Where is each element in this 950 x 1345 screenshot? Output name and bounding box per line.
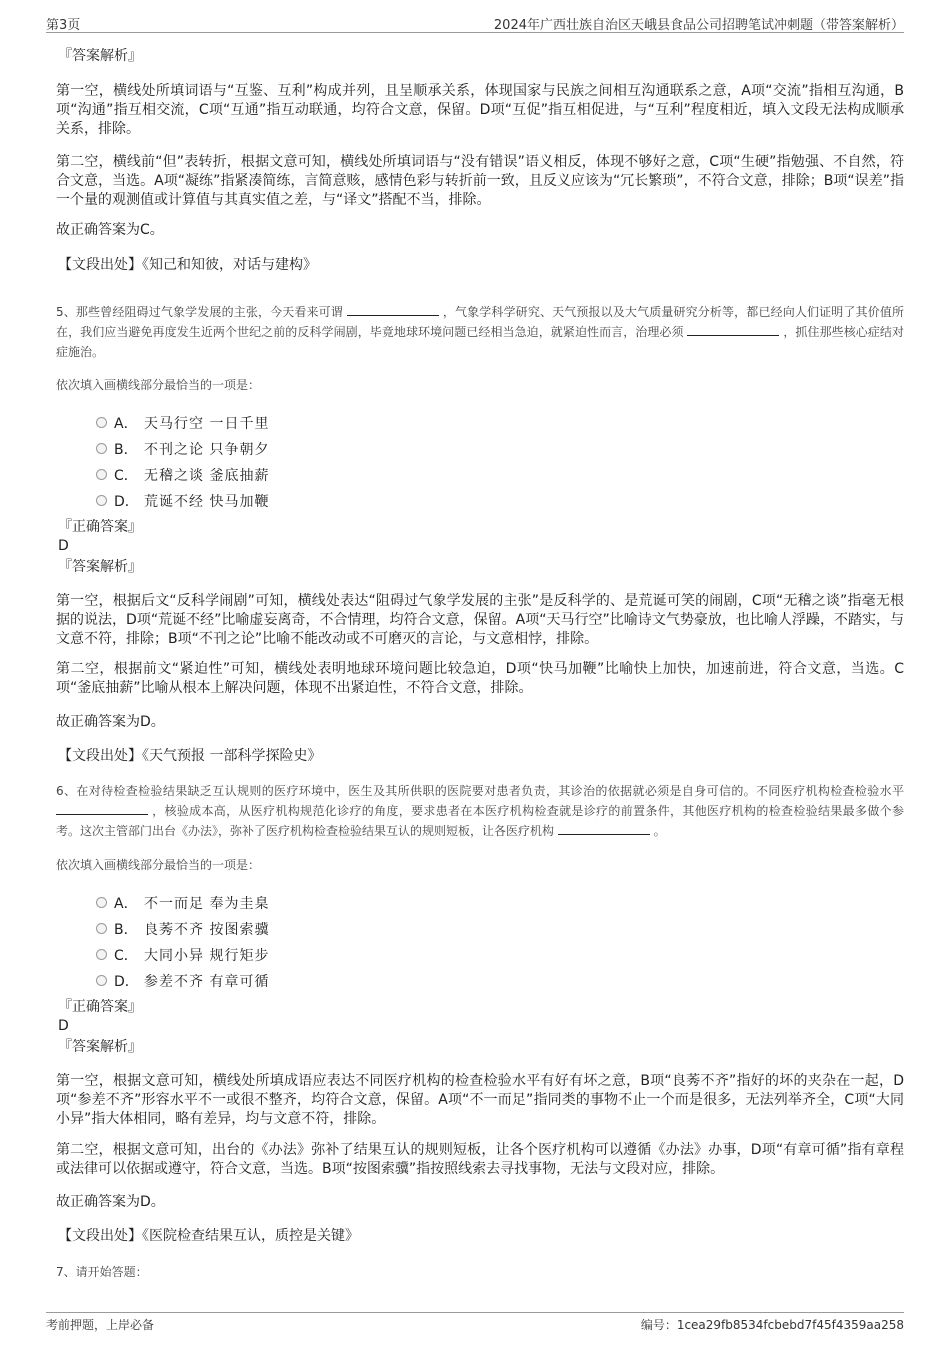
q6-stem: 6、在对待检查检验结果缺乏互认规则的医疗环境中，医生及其所供职的医院要对患者负责，其诊治的依据就必须是自身可信的。不同医疗机构检查检验水平 ，核验成本高，从医疗机构规范化诊疗的角度，要求患者在本医疗机构检查就是诊疗的前置条件，其他医疗机构的检查检验结果最多做个参考。这次主管部门出台《办法》，弥补了医疗机构检查检验结果互认的规则短板，让各医疗机构 。 [56, 784, 904, 838]
q6-option-d[interactable]: D． 参差不齐 有章可循 [56, 968, 904, 994]
q6-answer: D [58, 1018, 69, 1034]
radio-button[interactable] [96, 443, 107, 454]
q5-analysis-p1: 第一空，根据后文“反科学闹剧”可知，横线处表达“阻碍过气象学发展的主张”是反科学的、是荒诞可笑的闹剧，C项“无稽之谈”指毫无根据的说法，D项“荒诞不经”比喻虚妄离奇，不合情理，均符合文意，保留。A项“天马行空”比喻诗文气势豪放，也比喻人浮躁，不踏实，与文意不符，排除；B项“不刊之论”比喻不能改动或不可磨灭的言论，与文意相悖，排除。 [56, 593, 904, 647]
q5-prompt: 依次填入画横线部分最恰当的一项是： [56, 378, 261, 392]
q5-blank-1 [347, 303, 439, 316]
q6-answer-label: 『正确答案』 [58, 999, 142, 1015]
q6-option-b[interactable]: B． 良莠不齐 按图索骥 [56, 916, 904, 942]
q4-conclusion: 故正确答案为C。 [56, 222, 164, 238]
q5-conclusion: 故正确答案为D。 [56, 714, 165, 730]
radio-button[interactable] [96, 975, 107, 986]
page-number: 第3页 [46, 18, 81, 33]
radio-button[interactable] [96, 923, 107, 934]
q6-conclusion: 故正确答案为D。 [56, 1194, 165, 1210]
document-id: 编号：1cea29fb8534fcbebd7f45f4359aa258 [640, 1318, 904, 1332]
q4-analysis-label: 『答案解析』 [58, 48, 142, 64]
radio-button[interactable] [96, 469, 107, 480]
q5-answer-label: 『正确答案』 [58, 519, 142, 535]
q5-option-c[interactable]: C． 无稽之谈 釜底抽薪 [56, 462, 904, 488]
document-title: 2024年广西壮族自治区天峨县食品公司招聘笔试冲刺题（带答案解析） [493, 18, 904, 33]
q4-source: 【文段出处】《知己和知彼，对话与建构》 [58, 257, 317, 273]
q4-analysis-p1: 第一空，横线处所填词语与“互鉴、互利”构成并列，且呈顺承关系，体现国家与民族之间相互沟通联系之意，A项“交流”指相互沟通，B项“沟通”指互相交流，C项“互通”指互动联通，均符合文意，保留。D项“互促”指互相促进，与“互利”程度相近，填入文段无法构成顺承关系，排除。 [56, 83, 904, 137]
q4-analysis-p2: 第二空，横线前“但”表转折，根据文意可知，横线处所填词语与“没有错误”语义相反，体现不够好之意，C项“生硬”指勉强、不自然，符合文意，当选。A项“凝练”指紧凑简练，言简意赅，感情色彩与转折前一致，且反义应该为“冗长繁琐”，不符合文意，排除；B项“误差”指一个量的观测值或计算值与其真实值之差，与“译文”搭配不当，排除。 [56, 154, 904, 208]
q6-prompt: 依次填入画横线部分最恰当的一项是： [56, 858, 261, 872]
q5-option-d[interactable]: D． 荒诞不经 快马加鞭 [56, 488, 904, 514]
q6-option-c[interactable]: C． 大同小异 规行矩步 [56, 942, 904, 968]
q6-blank-2 [558, 822, 650, 835]
q5-option-b[interactable]: B． 不刊之论 只争朝夕 [56, 436, 904, 462]
q6-source: 【文段出处】《医院检查结果互认，质控是关键》 [58, 1228, 359, 1244]
q6-analysis-p2: 第二空，根据文意可知，出台的《办法》弥补了结果互认的规则短板，让各个医疗机构可以遵循《办法》办事，D项“有章可循”指有章程或法律可以依据或遵守，符合文意，当选。B项“按图索骥”指按照线索去寻找事物，无法与文段对应，排除。 [56, 1142, 904, 1177]
q5-blank-2 [687, 323, 779, 336]
page-header [46, 10, 904, 33]
footer-slogan: 考前押题，上岸必备 [46, 1318, 155, 1332]
page-footer [46, 1312, 904, 1335]
q5-option-a[interactable]: A． 天马行空 一日千里 [56, 410, 904, 436]
q5-analysis-p2: 第二空，根据前文“紧迫性”可知，横线处表明地球环境问题比较急迫，D项“快马加鞭”比喻快上加快，加速前进，符合文意，当选。C项“釜底抽薪”比喻从根本上解决问题，体现不出紧迫性，不符合文意，排除。 [56, 661, 904, 696]
q5-stem: 5、那些曾经阻碍过气象学发展的主张，今天看来可谓 ，气象学科学研究、天气预报以及大气质量研究分析等，都已经向人们证明了其价值所在，我们应当避免再度发生近两个世纪之前的反科学闹剧，毕竟地球环境问题已经相当急迫，就紧迫性而言，治理必须 ，抓住那些核心症结对症施治。 [56, 305, 904, 359]
q6-analysis-p1: 第一空，根据文意可知，横线处所填成语应表达不同医疗机构的检查检验水平有好有坏之意，B项“良莠不齐”指好的坏的夹杂在一起，D项“参差不齐”形容水平不一或很不整齐，均符合文意，保留。A项“不一而足”指同类的事物不止一个而是很多，无法列举齐全，C项“大同小异”指大体相同，略有差异，均与文意不符，排除。 [56, 1073, 904, 1127]
q6-analysis-label: 『答案解析』 [58, 1039, 142, 1055]
q6-option-a[interactable]: A． 不一而足 奉为圭臬 [56, 890, 904, 916]
q6-options [56, 890, 904, 994]
radio-button[interactable] [96, 417, 107, 428]
radio-button[interactable] [96, 949, 107, 960]
q5-source: 【文段出处】《天气预报 一部科学探险史》 [58, 748, 322, 764]
q5-options [56, 410, 904, 514]
q5-analysis-label: 『答案解析』 [58, 559, 142, 575]
q7-stem: 7、请开始答题： [56, 1265, 148, 1279]
q6-blank-1 [56, 802, 148, 815]
q5-answer: D [58, 538, 69, 554]
radio-button[interactable] [96, 495, 107, 506]
radio-button[interactable] [96, 897, 107, 908]
